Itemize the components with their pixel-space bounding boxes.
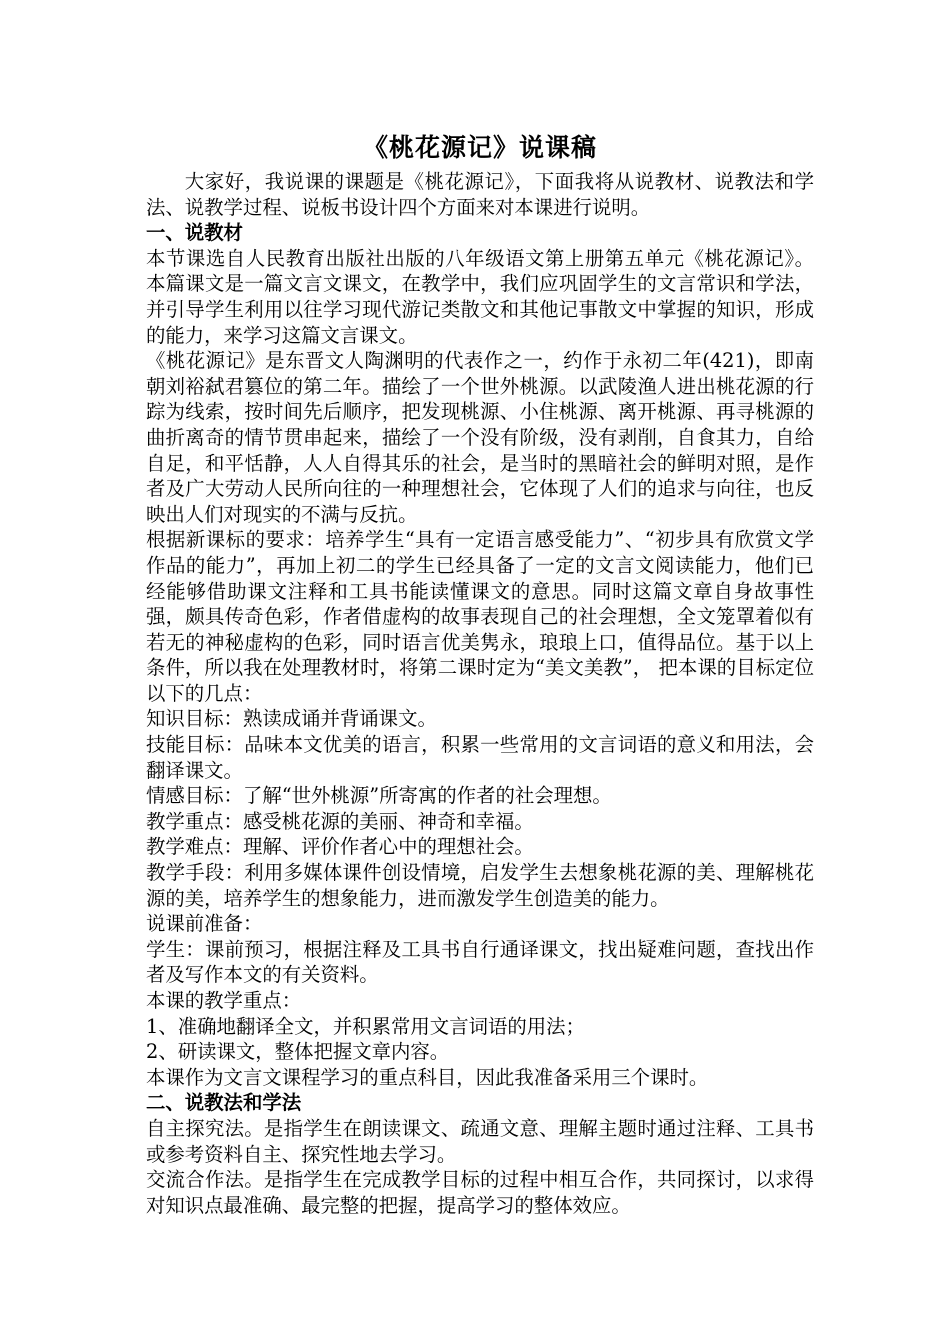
teaching-difficulty: 教学难点：理解、评价作者心中的理想社会。 (146, 835, 534, 859)
knowledge-goal: 知识目标：熟读成诵并背诵课文。 (146, 707, 437, 731)
document-page (146, 131, 814, 1218)
page-title: 《桃花源记》说课稿 (362, 133, 597, 162)
skill-goal: 技能目标：品味本文优美的语言，积累一些常用的文言词语的意义和用法，会翻译课文。 (146, 733, 814, 782)
key-point-item: 2、研读课文，整体把握文章内容。 (146, 1040, 450, 1064)
paragraph: 本节课选自人民教育出版社出版的八年级语文第上册第五单元《桃花源记》。本篇课文是一篇文言文课文，在教学中，我们应巩固学生的文言常识和学法，并引导学生利用以往学习现代游记类散文和其他记事散文中掌握的知识，形成的能力，来学习这篇文言课文。 (146, 246, 814, 347)
section-heading-textbook: 一、说教材 (146, 221, 243, 245)
key-point-item: 1、准确地翻译全文，并积累常用文言词语的用法； (146, 1014, 585, 1038)
teaching-key-point: 教学重点：感受桃花源的美丽、神奇和幸福。 (146, 809, 534, 833)
paragraph: 《桃花源记》是东晋文人陶渊明的代表作之一，约作于永初二年(421)，即南朝刘裕弑君篡位的第二年。描绘了一个世外桃源。以武陵渔人进出桃花源的行踪为线索，按时间先后顺序，把发现桃源、小住桃源、离开桃源、再寻桃源的曲折离奇的情节贯串起来，描绘了一个没有阶级，没有剥削，自食其力，自给自足，和平恬静，人人自得其乐的社会，是当时的黑暗社会的鲜明对照，是作者及广大劳动人民所向往的一种理想社会，它体现了人们的追求与向往，也反映出人们对现实的不满与反抗。 (146, 349, 814, 526)
emotion-goal: 情感目标：了解“世外桃源”所寄寓的作者的社会理想。 (146, 784, 612, 808)
paragraph: 交流合作法。是指学生在完成教学目标的过程中相互合作，共同探讨，以求得对知识点最准确、最完整的把握，提高学习的整体效应。 (146, 1168, 814, 1217)
paragraph: 根据新课标的要求：培养学生“具有一定语言感受能力”、“初步具有欣赏文学作品的能力”，再加上初二的学生已经具备了一定的文言文阅读能力，他们已经能够借助课文注释和工具书能读懂课文的意思。同时这篇文章自身故事性强，颇具传奇色彩，作者借虚构的故事表现自己的社会理想，全文笼罩着似有若无的神秘虚构的色彩，同时语言优美隽永，琅琅上口，值得品位。基于以上条件，所以我在处理教材时，将第二课时定为“美文美教”， 把本课的目标定位以下的几点： (146, 528, 814, 705)
student-preparation: 学生：课前预习，根据注释及工具书自行通译课文，找出疑难问题，查找出作者及写作本文的有关资料。 (146, 937, 814, 987)
intro-paragraph: 大家好，我说课的课题是《桃花源记》，下面我将从说教材、说教法和学法、说教学过程、说板书设计四个方面来对本课进行说明。 (146, 170, 814, 219)
section-heading-methods: 二、说教法和学法 (146, 1091, 302, 1115)
preparation-label: 说课前准备： (146, 912, 263, 936)
teaching-means: 教学手段：利用多媒体课件创设情境，启发学生去想象桃花源的美、理解桃花源的美，培养学生的想象能力，进而激发学生创造美的能力。 (146, 861, 814, 910)
key-points-label: 本课的教学重点： (146, 989, 302, 1012)
paragraph: 自主探究法。是指学生在朗读课文、疏通文意、理解主题时通过注释、工具书或参考资料自主、探究性地去学习。 (146, 1116, 814, 1166)
paragraph: 本课作为文言文课程学习的重点科目，因此我准备采用三个课时。 (146, 1065, 709, 1089)
